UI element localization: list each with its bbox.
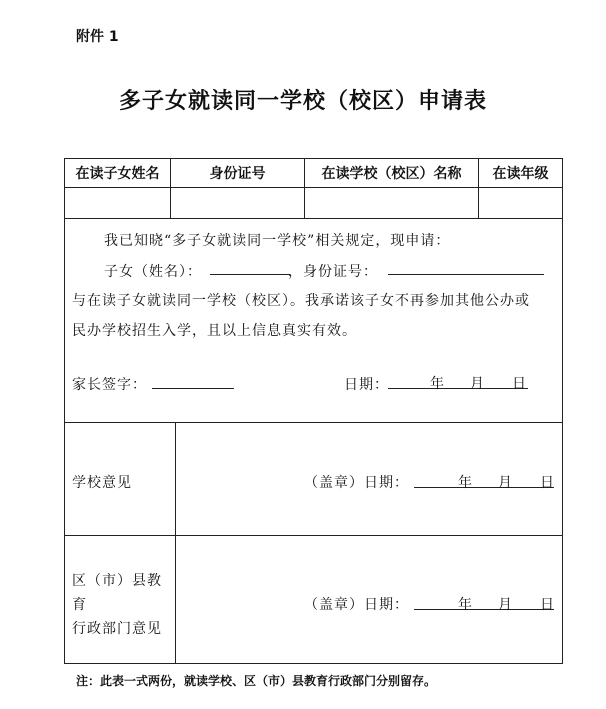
- cell-grade[interactable]: [479, 188, 562, 218]
- cell-school-name[interactable]: [305, 188, 478, 218]
- declaration-month: 月: [470, 376, 484, 392]
- parent-signature-label: 家长签字：: [72, 377, 147, 393]
- declaration-date-label: 日期：: [344, 377, 389, 393]
- district-day: 日: [540, 597, 554, 613]
- cell-id-number[interactable]: [171, 188, 304, 218]
- district-date-field[interactable]: [414, 609, 554, 610]
- declaration-date-field[interactable]: [388, 388, 528, 389]
- attachment-label: 附件 1: [76, 29, 119, 45]
- declaration-day: 日: [512, 376, 526, 392]
- header-school-name: 在读学校（校区）名称: [321, 166, 462, 182]
- declaration-line-4: 民办学校招生入学，且以上信息真实有效。: [72, 323, 357, 339]
- district-opinion-label-3: 行政部门意见: [72, 621, 162, 637]
- school-date-field[interactable]: [414, 487, 554, 488]
- school-year: 年: [458, 475, 472, 491]
- district-month: 月: [498, 597, 512, 613]
- child-name-field[interactable]: [210, 274, 290, 275]
- cell-child-name[interactable]: [65, 188, 170, 218]
- declaration-line-1: 我已知晓“多子女就读同一学校”相关规定，现申请：: [104, 233, 451, 249]
- footnote: 注：此表一式两份，就读学校、区（市）县教育行政部门分别留存。: [76, 674, 437, 688]
- id-number-label: ，身份证号：: [288, 264, 378, 280]
- id-number-field[interactable]: [388, 274, 544, 275]
- school-month: 月: [498, 475, 512, 491]
- header-child-name: 在读子女姓名: [75, 166, 160, 182]
- district-opinion-label-2: 育: [72, 597, 87, 613]
- school-day: 日: [540, 475, 554, 491]
- header-grade: 在读年级: [492, 166, 549, 182]
- district-stamp-date-label: （盖章）日期：: [304, 597, 409, 613]
- school-opinion-label: 学校意见: [72, 475, 132, 491]
- school-stamp-date-label: （盖章）日期：: [304, 475, 409, 491]
- child-name-label: 子女（姓名）：: [104, 264, 202, 280]
- district-year: 年: [458, 597, 472, 613]
- declaration-year: 年: [430, 376, 444, 392]
- header-id-number: 身份证号: [209, 166, 266, 182]
- declaration-line-3: 与在读子女就读同一学校（校区）。我承诺该子女不再参加其他公办或: [72, 293, 530, 309]
- parent-signature-field[interactable]: [152, 388, 234, 389]
- district-opinion-label-1: 区（市）县教: [72, 573, 162, 589]
- page-title: 多子女就读同一学校（校区）申请表: [118, 88, 487, 114]
